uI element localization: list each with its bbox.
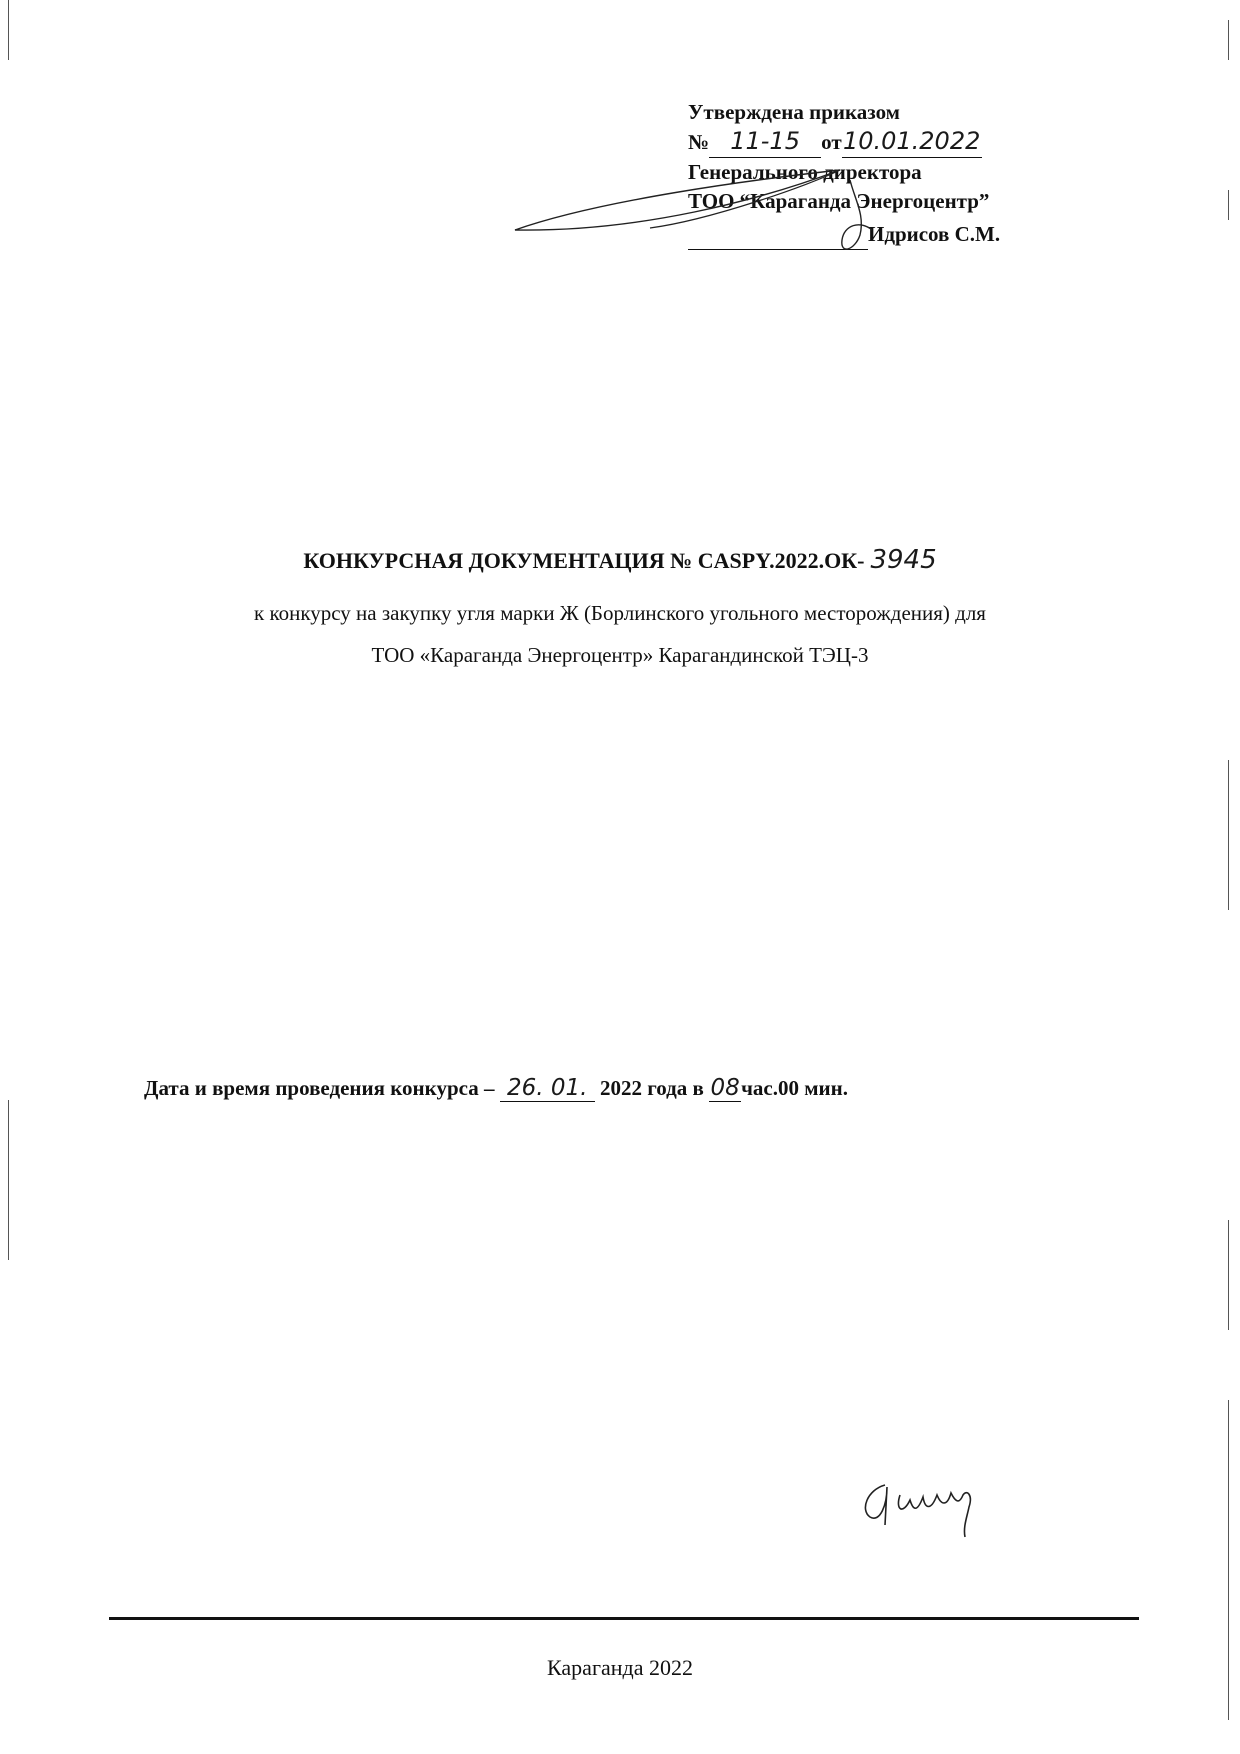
initials-signature-graphic xyxy=(855,1465,1005,1545)
footer-divider xyxy=(109,1617,1139,1620)
date-line-prefix: Дата и время проведения конкурса – xyxy=(144,1076,495,1100)
document-title xyxy=(0,545,1240,575)
competition-date-blank xyxy=(500,1075,595,1102)
footer-city-year: Караганда 2022 xyxy=(547,1655,693,1680)
signatory-name: Идрисов С.М. xyxy=(868,222,1001,246)
date-prefix: от xyxy=(821,130,842,154)
approval-order-line xyxy=(688,127,1000,158)
order-number-prefix: № xyxy=(688,130,710,154)
competition-hour-blank xyxy=(709,1075,741,1102)
title-text: КОНКУРСНАЯ ДОКУМЕНТАЦИЯ № CASPY.2022.ОК- xyxy=(303,548,865,573)
competition-hour-handwritten: 08 xyxy=(710,1075,740,1101)
title-number-handwritten: 3945 xyxy=(870,545,937,575)
order-date-handwritten: 10.01.2022 xyxy=(842,127,981,155)
competition-date-handwritten: 26. 01. xyxy=(506,1075,588,1101)
approval-line-4: ТОО “Караганда Энергоцентр” xyxy=(688,189,990,213)
subtitle-line-1: к конкурсу на закупку угля марки Ж (Борлинского угольного месторождения) для xyxy=(254,601,986,625)
date-line-year: 2022 года в xyxy=(599,1076,704,1100)
date-line-suffix: час.00 мин. xyxy=(741,1076,849,1100)
approval-line-1: Утверждена приказом xyxy=(688,100,900,124)
document-subtitle xyxy=(0,592,1240,676)
order-number-handwritten: 11-15 xyxy=(730,127,800,155)
approval-line-3: Генерального директора xyxy=(688,160,922,184)
subtitle-line-2: ТОО «Караганда Энергоцентр» Карагандинской ТЭЦ-3 xyxy=(371,643,869,667)
competition-date-line xyxy=(144,1075,848,1102)
director-signature-graphic xyxy=(510,160,1030,270)
order-date-blank xyxy=(842,127,982,158)
order-number-blank xyxy=(709,127,821,158)
